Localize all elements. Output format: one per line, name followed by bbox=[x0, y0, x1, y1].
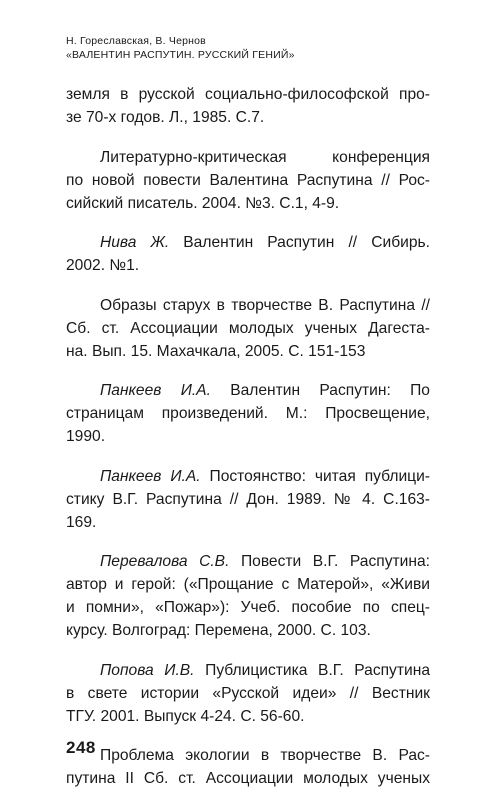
entry-line bbox=[66, 146, 430, 169]
header-authors: Н. Гореславская, В. Чернов bbox=[66, 35, 206, 47]
bibliography-entry bbox=[66, 379, 430, 448]
entry-line bbox=[66, 83, 430, 106]
entry-text: Литературно-критическая конференция bbox=[100, 148, 430, 166]
entry-line bbox=[66, 169, 430, 192]
entry-text: Образы старух в творчестве В. Распутина // bbox=[100, 296, 430, 314]
entry-author: Панкеев И.А. bbox=[100, 382, 211, 399]
entry-line bbox=[66, 192, 430, 215]
entry-line bbox=[66, 682, 430, 705]
entry-line bbox=[66, 744, 430, 767]
entry-line bbox=[66, 511, 430, 534]
entry-line bbox=[66, 619, 430, 642]
entry-text: Валентин Распутин // Сибирь. bbox=[169, 234, 430, 251]
entry-text: ТГУ. 2001. Выпуск 4-24. С. 56-60. bbox=[66, 707, 305, 725]
entry-text: по новой повести Валентина Распутина // Рос- bbox=[66, 171, 430, 189]
entry-text: курсу. Волгоград: Перемена, 2000. С. 103. bbox=[66, 622, 371, 639]
entry-text: путина II Сб. ст. Ассоциации молодых ученых bbox=[66, 770, 430, 787]
entry-text: автор и герой: («Прощание с Матерой», «Живи bbox=[66, 576, 430, 593]
entry-line bbox=[66, 425, 430, 448]
entry-author: Панкеев И.А. bbox=[100, 467, 201, 485]
entry-text: 2002. №1. bbox=[66, 257, 140, 274]
entry-text: в свете истории «Русской идеи» // Вестник bbox=[66, 684, 430, 702]
entry-text: зе 70-х годов. Л., 1985. С.7. bbox=[66, 109, 265, 126]
entry-author: Попова И.В. bbox=[100, 661, 195, 679]
entry-line bbox=[66, 488, 430, 511]
bibliography-entry bbox=[66, 146, 430, 215]
page-number: 248 bbox=[66, 738, 96, 757]
bibliography-entry bbox=[66, 231, 430, 277]
entry-line bbox=[66, 659, 430, 682]
entry-text: Валентин Распутин: По bbox=[210, 382, 430, 399]
entry-text: земля в русской социально-философской про- bbox=[66, 86, 430, 103]
entry-line bbox=[66, 573, 430, 596]
bibliography-entry bbox=[66, 294, 430, 363]
bibliography-entry bbox=[66, 465, 430, 534]
entry-text: на. Вып. 15. Махачкала, 2005. С. 151-153 bbox=[66, 342, 366, 360]
entry-line bbox=[66, 705, 430, 728]
entry-line bbox=[66, 550, 430, 573]
entry-text: Повести В.Г. Распутина: bbox=[229, 553, 430, 570]
entry-line bbox=[66, 294, 430, 317]
entry-text: стику В.Г. Распутина // Дон. 1989. № 4. С.163- bbox=[66, 490, 430, 508]
bibliography-entry bbox=[66, 744, 430, 790]
entry-line bbox=[66, 340, 430, 363]
entry-author: Нива Ж. bbox=[100, 234, 170, 251]
page bbox=[66, 34, 430, 807]
entry-line bbox=[66, 767, 430, 790]
bibliography-list bbox=[66, 83, 430, 790]
entry-author: Перевалова С.В. bbox=[100, 553, 230, 570]
bibliography-entry bbox=[66, 550, 430, 642]
entry-text: Постоянство: читая публици- bbox=[200, 467, 430, 485]
entry-text: Публицистика В.Г. Распутина bbox=[194, 661, 430, 679]
bibliography-entry bbox=[66, 659, 430, 728]
entry-line bbox=[66, 254, 430, 277]
header-book-title: «ВАЛЕНТИН РАСПУТИН. РУССКИЙ ГЕНИЙ» bbox=[66, 49, 295, 61]
bibliography-entry bbox=[66, 83, 430, 129]
entry-text: и помни», «Пожар»): Учеб. пособие по спец- bbox=[66, 599, 430, 616]
entry-text: Сб. ст. Ассоциации молодых ученых Дагеста- bbox=[66, 319, 430, 337]
entry-line bbox=[66, 596, 430, 619]
entry-text: Проблема экологии в творчестве В. Рас- bbox=[100, 747, 430, 764]
entry-text: 1990. bbox=[66, 428, 106, 445]
running-header bbox=[66, 34, 430, 62]
entry-text: страницам произведений. М.: Просвещение, bbox=[66, 405, 430, 422]
entry-text: 169. bbox=[66, 513, 97, 531]
entry-line bbox=[66, 465, 430, 488]
entry-line bbox=[66, 402, 430, 425]
entry-line bbox=[66, 106, 430, 129]
entry-line bbox=[66, 317, 430, 340]
entry-line bbox=[66, 379, 430, 402]
entry-text: сийский писатель. 2004. №3. С.1, 4-9. bbox=[66, 194, 340, 212]
entry-line bbox=[66, 231, 430, 254]
